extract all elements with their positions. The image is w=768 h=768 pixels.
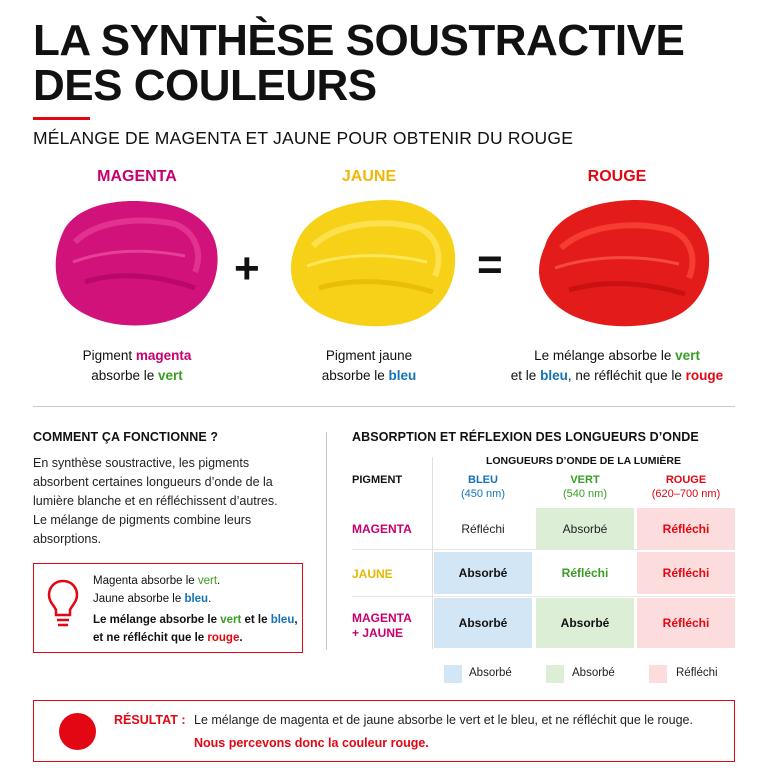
- rouge-paint-swatch: [533, 192, 715, 332]
- result-box: [33, 700, 735, 762]
- section-divider: [33, 406, 735, 407]
- row-label-magenta-jaune: [352, 611, 412, 641]
- tip-punct: .: [217, 575, 221, 587]
- table-cell: Absorbé: [434, 552, 532, 594]
- legend-swatch-green: [546, 665, 564, 683]
- column-divider: [326, 432, 327, 650]
- legend-label: Réfléchi: [676, 667, 718, 679]
- magenta-desc-text: Pigment: [82, 348, 136, 363]
- magenta-description: [27, 346, 247, 386]
- legend-swatch-blue: [444, 665, 462, 683]
- jaune-label: JAUNE: [341, 168, 397, 185]
- lightbulb-icon: [46, 578, 80, 630]
- red-dot-icon: [59, 713, 96, 750]
- page-subtitle: MÉLANGE DE MAGENTA ET JAUNE POUR OBTENIR DU ROUGE: [33, 128, 574, 148]
- magenta-paint-swatch: [45, 192, 225, 332]
- legend-swatch-red: [649, 665, 667, 683]
- row-label-line: + JAUNE: [352, 626, 404, 640]
- table-col-divider: [432, 457, 433, 649]
- equals-sign: =: [477, 240, 503, 289]
- tip-box: [33, 563, 303, 653]
- table-cell: Réfléchi: [637, 508, 735, 549]
- row-divider: [352, 549, 735, 550]
- result-label: RÉSULTAT :: [114, 713, 186, 727]
- rouge-desc-green: vert: [675, 348, 700, 363]
- how-it-works-text: [33, 454, 318, 549]
- column-name: BLEU: [468, 474, 498, 486]
- rouge-desc-red: rouge: [685, 368, 724, 383]
- how-line: absorptions.: [33, 532, 102, 546]
- page-title: [33, 18, 684, 108]
- result-text: Le mélange de magenta et de jaune absorbe le vert et le bleu, et ne réfléchit que le rouge.: [194, 713, 693, 727]
- table-cell: Réfléchi: [536, 552, 634, 594]
- tip-line-2: Jaune absorbe le: [93, 593, 185, 605]
- rouge-description: [487, 346, 747, 386]
- column-header-vert: [536, 474, 634, 500]
- tip-punct: .: [208, 593, 212, 605]
- column-range: (620–700 nm): [651, 488, 721, 500]
- column-header-bleu: [434, 474, 532, 500]
- column-header-rouge: [637, 474, 735, 500]
- wavelength-group-header: LONGUEURS D’ONDE DE LA LUMIÈRE: [485, 455, 682, 467]
- tip-red: rouge: [207, 632, 240, 644]
- jaune-paint-swatch: [283, 192, 463, 332]
- column-name: ROUGE: [665, 474, 707, 486]
- tip-blue: bleu: [184, 593, 209, 605]
- magenta-desc-highlight: magenta: [135, 348, 192, 363]
- how-line: Le mélange de pigments combine leurs: [33, 513, 252, 527]
- rouge-desc-text-2: et le: [510, 368, 541, 383]
- magenta-desc-text-2: absorbe le: [91, 368, 159, 383]
- result-conclusion: Nous percevons donc la couleur rouge.: [194, 736, 429, 750]
- table-heading: ABSORPTION ET RÉFLEXION DES LONGUEURS D’ONDE: [352, 430, 699, 444]
- tip-line-4: et ne réfléchit que le: [93, 632, 208, 644]
- tip-line-3: Le mélange absorbe le: [93, 614, 221, 626]
- tip-punct: .: [239, 632, 243, 644]
- tip-text: [93, 572, 303, 647]
- legend-label: Absorbé: [572, 667, 615, 679]
- magenta-desc-green: vert: [158, 368, 183, 383]
- table-cell: Réfléchi: [637, 598, 735, 648]
- table-cell: Absorbé: [536, 598, 634, 648]
- rouge-desc-blue: bleu: [540, 368, 568, 383]
- row-divider: [352, 596, 735, 597]
- table-cell: Réfléchi: [637, 552, 735, 594]
- title-line-1: LA SYNTHÈSE SOUSTRACTIVE: [33, 16, 685, 65]
- title-line-2: DES COULEURS: [33, 61, 377, 110]
- jaune-desc-text-2: absorbe le: [321, 368, 389, 383]
- how-it-works-heading: COMMENT ÇA FONCTIONNE ?: [33, 430, 219, 444]
- magenta-label: MAGENTA: [97, 168, 177, 185]
- tip-green: vert: [197, 575, 218, 587]
- tip-line-1: Magenta absorbe le: [93, 575, 198, 587]
- column-name: VERT: [570, 474, 600, 486]
- tip-punct: ,: [294, 614, 298, 626]
- rouge-desc-text: Le mélange absorbe le: [534, 348, 676, 363]
- plus-sign: +: [234, 244, 260, 293]
- jaune-description: [259, 346, 479, 386]
- column-range: (450 nm): [460, 488, 506, 500]
- how-line: En synthèse soustractive, les pigments: [33, 456, 250, 470]
- jaune-desc-blue: bleu: [388, 368, 417, 383]
- pigment-column-header: PIGMENT: [352, 474, 403, 486]
- row-label-magenta: MAGENTA: [352, 522, 412, 536]
- rouge-desc-text-3: , ne réfléchit que le: [567, 368, 686, 383]
- tip-green: vert: [220, 614, 242, 626]
- tip-text-part: et le: [241, 614, 271, 626]
- table-cell: Absorbé: [536, 508, 634, 549]
- legend-label: Absorbé: [469, 667, 512, 679]
- row-label-jaune: JAUNE: [352, 567, 393, 581]
- rouge-label: ROUGE: [587, 168, 647, 185]
- row-label-line: MAGENTA: [352, 611, 412, 625]
- how-line: lumière blanche et en réfléchissent d’autres.: [33, 494, 278, 508]
- how-line: absorbent certaines longueurs d’onde de la: [33, 475, 273, 489]
- tip-blue: bleu: [270, 614, 295, 626]
- jaune-desc-text: Pigment jaune: [325, 348, 413, 363]
- title-underline: [33, 117, 90, 120]
- table-cell: Réfléchi: [434, 508, 532, 549]
- column-range: (540 nm): [562, 488, 608, 500]
- table-cell: Absorbé: [434, 598, 532, 648]
